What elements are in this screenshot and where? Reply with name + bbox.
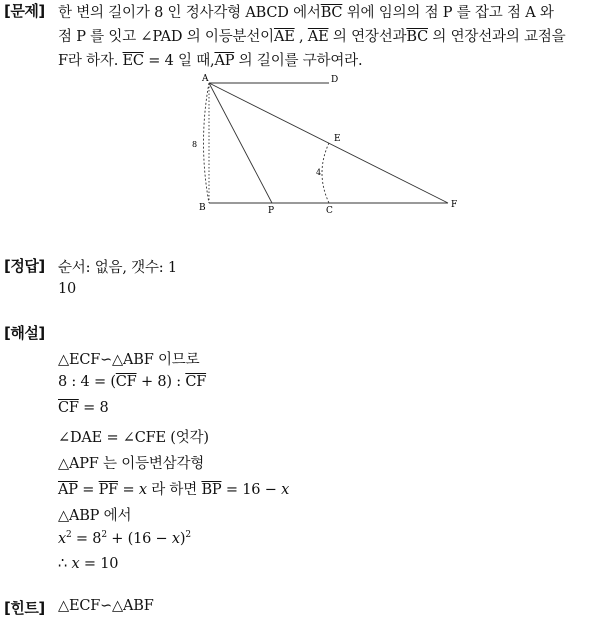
solution-line-6: $\overline{AP} = \overline{PF} = x$ 라 하면 $\overline{BP} = 16 - x$	[58, 482, 290, 498]
label-d: D	[331, 75, 339, 85]
segment-ap	[209, 83, 272, 203]
label-b: B	[199, 203, 206, 213]
arc-ec-4	[322, 143, 329, 203]
solution-line-3: $\overline{CF} = 8$	[58, 400, 109, 416]
hint-text: △ECF∽△ABF	[58, 598, 154, 614]
answer-tag: [정답]	[4, 257, 45, 275]
problem-line-3: F라 하자. $\overline{EC} = 4$ 일 때$,\overline{AP}$ 의 길이를 구하여라.	[58, 53, 363, 69]
answer-value: 10	[58, 281, 77, 297]
segment-af	[209, 83, 448, 203]
solution-line-2: 8 : $4 = (\overline{CF} + 8)$ : $\overline{CF}$	[58, 374, 207, 390]
label-ec-4: 4	[316, 168, 322, 177]
solution-line-7: △ABP 에서	[58, 508, 132, 524]
label-a: A	[202, 74, 209, 84]
solution-line-5: △APF 는 이등변삼각형	[58, 456, 205, 472]
solution-line-8: $x^2 = 8^2 + (16 - x)^2$	[58, 530, 191, 547]
solution-tag: [해설]	[4, 324, 45, 342]
label-p: P	[268, 206, 275, 216]
hint-tag: [힌트]	[4, 599, 45, 617]
label-c: C	[326, 206, 333, 216]
problem-line-2: 점 P 를 잇고 ∠PAD 의 이등분선이$\overline{AE}$ , $\overline{AE}$ 의 연장선과$\overline{BC}$ 의 연장선과의 교점을	[58, 29, 566, 45]
solution-line-4: ∠DAE = ∠CFE (엇각)	[58, 430, 209, 446]
problem-tag: [문제]	[4, 2, 45, 20]
problem-line-1: 한 변의 길이가 8 인 정사각형 ABCD 에서$\overline{BC}$ 위에 임의의 점 P 를 잡고 점 A 와	[58, 5, 554, 21]
solution-line-9: ∴ x = 10	[58, 556, 119, 572]
label-e: E	[334, 134, 341, 144]
arc-side-8	[204, 83, 210, 203]
geometry-figure	[190, 70, 470, 220]
label-side-8: 8	[192, 140, 198, 149]
answer-order-line: 순서: 없음, 갯수: 1	[58, 260, 177, 276]
solution-line-1: △ECF∽△ABF 이므로	[58, 352, 200, 368]
label-f: F	[451, 200, 458, 210]
